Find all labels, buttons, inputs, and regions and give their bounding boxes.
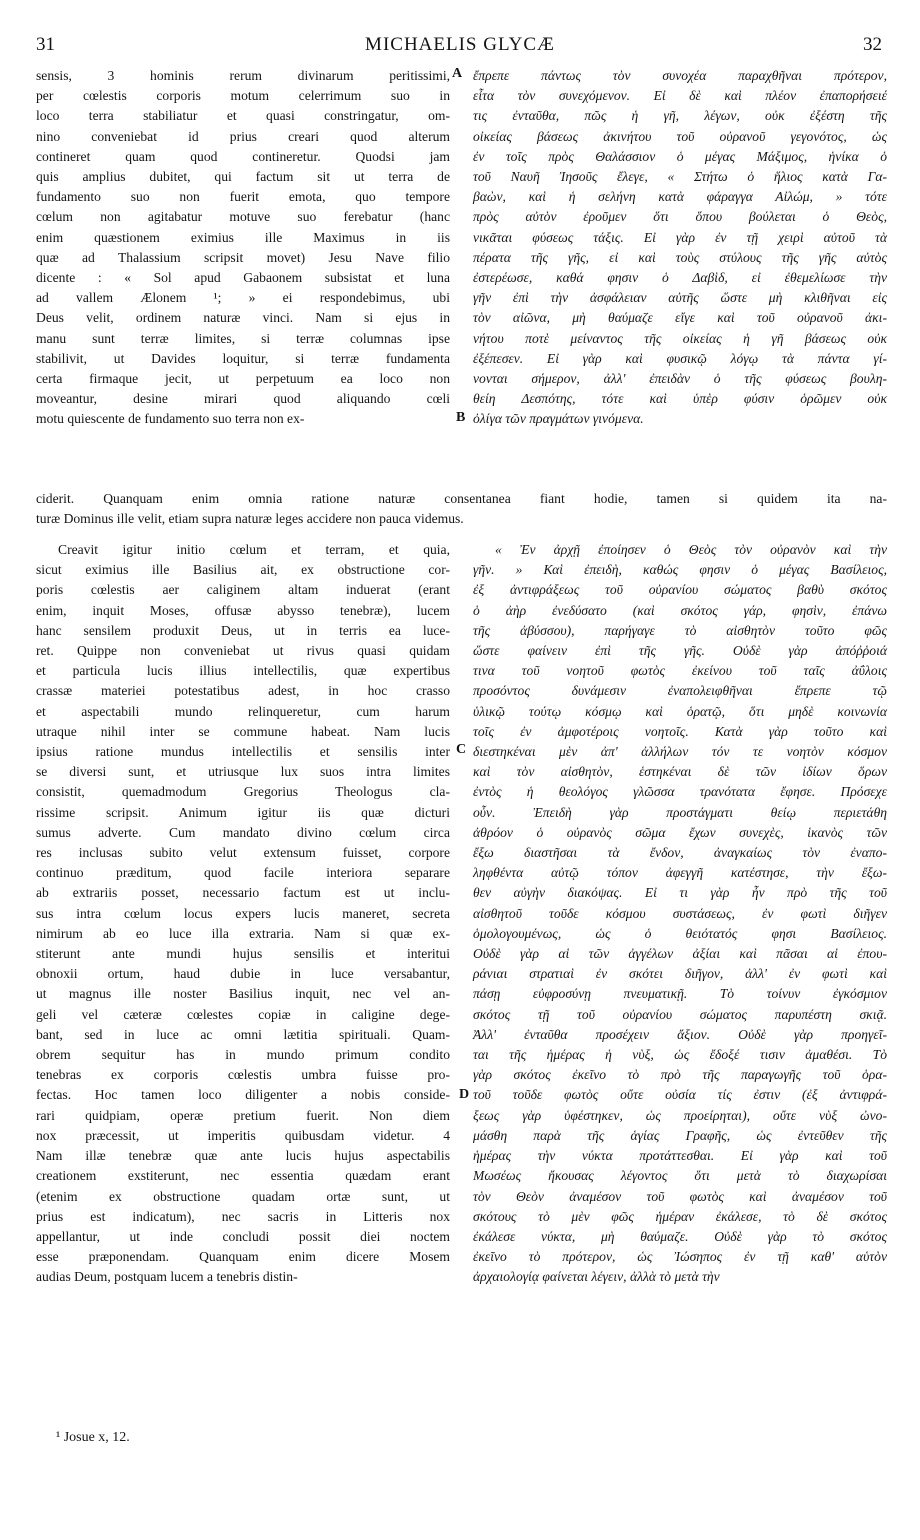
text-line: οἰκείας βάσεως ἀκινήτου τοῦ οὐρανοῦ γεγονότος, ὡς [473, 128, 887, 144]
text-line: fectas. Hoc tamen loco diligenter a nobis conside- [36, 1087, 450, 1103]
text-line: geli vel cæteræ cœlestes copiæ in caligine dege- [36, 1006, 450, 1022]
text-line: cœlum non agitabatur motuve suo ferebatur (hanc [36, 209, 450, 225]
text-line: rissime scripsit. Animum igitur iis quæ dicturi [36, 804, 450, 820]
text-line: nino conveniebat id prius creari quod alterum [36, 128, 450, 144]
text-line: nimirum ab eo luce illa extraria. Nam si quæ ex- [36, 925, 450, 941]
text-line: quis amplius dubitet, qui factum sit ut terra de [36, 169, 450, 185]
text-line: θεν αὐγὴν διακόψας. Εἰ τι γὰρ ἦν πρὸ τῆς τοῦ [473, 885, 887, 901]
text-line: quæ ad Thalassium scripsit movet) Jesu Nave filio [36, 249, 450, 265]
text-line: ὥστε φαίνειν ἐπὶ τῆς γῆς. Οὐδὲ γὰρ ἀπόῤῥοιά [473, 643, 887, 659]
margin-mark-c: C [456, 742, 467, 757]
text-line: « Ἐν ἀρχῇ ἐποίησεν ὁ Θεὸς τὸν οὐρανὸν καὶ τὴν [495, 542, 887, 557]
text-line: τὸν Θεὸν ἀναμέσον τοῦ φωτὸς καὶ ἀναμέσον τοῦ [473, 1188, 887, 1204]
text-line: προσόντος δυνάμεσιν ἐναπολειφθῆναι ἔπρεπε τῷ [473, 683, 887, 699]
margin-mark-b: B [456, 410, 466, 425]
text-line: ciderit. Quanquam enim omnia ratione naturæ consentanea fiant hodie, tamen si quidem ita na- [36, 491, 887, 506]
text-line: Ἀλλ' ἐνταῦθα προσέχειν ἄξιον. Οὐδὲ γὰρ προηγεῖ- [473, 1026, 887, 1042]
text-line: ἀρχαιολογίᾳ φαίνεται λέγειν, ἀλλὰ τὸ μετὰ τὴν [473, 1269, 720, 1285]
text-line: poris cœlestis aer caliginem altam induerat (erant [36, 582, 450, 598]
text-line: creationem exstiterunt, nec essentia quædam erant [36, 1168, 450, 1184]
text-line: bant, sed in luce ac omni lætitia spirituali. Quam- [36, 1026, 450, 1042]
text-line: sumus adverte. Cum mandato divino cœlum circa [36, 824, 450, 840]
greek-column-top [473, 66, 887, 430]
text-line: ἡμέρας τὴν νύκτα προτάττεσθαι. Εἰ γὰρ καὶ τοῦ [473, 1148, 887, 1164]
text-line: τοῦ Ναυῆ Ἰησοῦς ἔλεγε, « Στήτω ὁ ἥλιος κατὰ Γα- [473, 169, 887, 185]
text-line: ἐντὸς ἡ θεολόγος γλῶσσα τρανότατα ἔφησε. Πρόσεχε [473, 784, 887, 800]
footnote: ¹ Josue x, 12. [56, 1430, 130, 1445]
text-line: ἐστερέωσε, καθά φησιν ὁ Δαβὶδ, εἰ ἐθεμελίωσε τὴν [473, 270, 887, 286]
right-page-number: 32 [863, 34, 882, 55]
text-line: et particula lucis illius intellectilis, quæ expertibus [36, 663, 450, 679]
text-line: σκότος τῇ τοῦ οὐρανίου σώματος παρυπέστη σκιᾷ. [473, 1006, 887, 1022]
text-line: motu quiescente de fundamento suo terra non ex- [36, 411, 305, 427]
left-page-number: 31 [36, 34, 55, 55]
text-line: ἀθρόον ὁ οὐρανὸς σῶμα ἔχων συνεχὲς, ἱκανὸς τῶν [473, 824, 887, 840]
text-line: σκότους τὸ μὲν φῶς ἡμέραν ἐκάλεσε, τὸ δὲ σκότος [473, 1208, 887, 1224]
text-line: βαὼν, καὶ ἡ σελήνη κατὰ φάραγγα Αἰλώμ, » τότε [473, 189, 887, 205]
text-line: fundamento suo non fuerit emota, quo tempore [36, 189, 450, 205]
text-line: ξεως γὰρ ὑφέστηκεν, ὡς προείρηται), οὔτε νὺξ ὠνο- [473, 1107, 887, 1123]
text-line: τις ἐνταῦθα, πῶς ἡ γῆ, λέγων, οὐκ ἐξέστη τῆς [473, 108, 887, 124]
text-line: sus intra cœlum locus expers lucis maneret, secreta [36, 905, 450, 921]
text-line: stiterunt ante mundi hujus sensilis et interitui [36, 946, 450, 962]
text-line: sensis, 3 hominis rerum divinarum peritissimi, [36, 68, 450, 83]
text-line: ἔπρεπε πάντως τὸν συνοχέα παραχθῆναι πρότερον, [473, 68, 887, 83]
text-line: loco terra stabiliatur et quasi constringatur, om- [36, 108, 450, 124]
text-line: rari quidpiam, operæ pretium fuerit. Non diem [36, 1107, 450, 1123]
text-line: ἔξω διαστῆσαι τὰ ἔνδον, ἀναγκαίως τὸν ἐναπο- [473, 845, 887, 861]
text-line: utraque nihil inter se commune habeat. Nam lucis [36, 723, 450, 739]
text-line: ράνιαι στρατιαὶ ἐν σκότει διῆγον, ἀλλ' ἐν φωτὶ καὶ [473, 966, 887, 982]
text-line: esse præponendam. Quanquam enim dicere Mosem [36, 1249, 450, 1265]
text-line: sicut eximius ille Basilius ait, ex obstructione cor- [36, 562, 450, 578]
text-line: τοῖς ἐν ἀμφοτέροις νοητοῖς. Κατὰ γὰρ τοῦτο καὶ [473, 723, 887, 739]
text-line: hanc sensilem produxit Deus, ut in terris ea luce- [36, 622, 450, 638]
text-line: νονται σήμερον, ἀλλ' ἐπειδὰν ὁ τῆς φύσεως βουλη- [473, 371, 887, 387]
text-line: πάσῃ εὐφροσύνῃ πνευματικῇ. Τὸ τοίνυν ἐγκόσμιον [473, 986, 887, 1002]
latin-column-bottom [36, 540, 450, 1288]
text-line: Οὐδὲ γὰρ αἱ τῶν ἀγγέλων ἀξίαι καὶ πᾶσαι αἱ ἐπου- [473, 946, 887, 962]
text-line: enim, inquit Moses, offusæ abysso tenebræ), lucem [36, 602, 450, 618]
text-line: tenebras ex corporis cœlestis umbra fuisse pro- [36, 1067, 450, 1083]
text-line: τὸν αἰῶνα, μὴ θαύμαζε εἴγε καὶ τοῦ οὐρανοῦ ἀκι- [473, 310, 887, 326]
full-width-text [36, 489, 887, 529]
text-line: contineret quam quod contineretur. Quodsi jam [36, 148, 450, 164]
text-line: ret. Quippe non conveniebat ut rivus quasi quidam [36, 643, 450, 659]
text-line: (etenim ex obstructione quadam ortæ sunt, ut [36, 1188, 450, 1204]
text-line: dicente : « Sol apud Gabaonem subsistat et luna [36, 270, 450, 286]
text-line: audias Deum, postquam lucem a tenebris distin- [36, 1269, 298, 1285]
text-line: ἐκεῖνο τὸ πρότερον, ὡς Ἰώσηπος ἐν τῇ καθ' αὑτὸν [473, 1249, 887, 1265]
running-title: MICHAELIS GLYCÆ [365, 34, 555, 55]
text-line: πρὸς αὐτὸν ἐροῦμεν ὅτι ὅπου βούλεται ὁ Θεὸς, [473, 209, 887, 225]
text-line: τῆς ἀβύσσου), παρήγαγε τὸ αἰσθητὸν τοῦτο φῶς [473, 622, 887, 638]
text-line: appellantur, ut inde concludi possit diei noctem [36, 1228, 450, 1244]
text-line: ad vallem Ælonem ¹; » ei respondebimus, ubi [36, 290, 450, 306]
text-line: νήτου ποτὲ μείναντος τῆς οἰκείας ἡ γῆ βάσεως οὐκ [473, 330, 887, 346]
text-line: consistit, quemadmodum Gregorius Theologus cla- [36, 784, 450, 800]
text-line: Nam illæ tenebræ quæ ante lucis hujus aspectabilis [36, 1148, 450, 1164]
text-line: ἐκάλεσε νύκτα, μὴ θαύμαζε. Οὐδὲ γὰρ τὸ σκότος [473, 1228, 887, 1244]
text-line: Deus velit, ordinem naturæ vinci. Nam si ejus in [36, 310, 450, 326]
text-line: νικᾶται φύσεως τάξις. Εἰ γὰρ ἐν τῇ χειρὶ αὐτοῦ τὰ [473, 229, 887, 245]
latin-column-top [36, 66, 450, 430]
text-line: manu sunt terræ limites, si terræ columnas ipse [36, 330, 450, 346]
text-line: ὑλικῷ τούτῳ κόσμῳ καὶ ὁρατῷ, ὅτι μηδὲ κοινωνία [473, 703, 887, 719]
text-line: γῆν. » Καὶ ἐπειδὴ, καθώς φησιν ὁ μέγας Βασίλειος, [473, 562, 887, 578]
text-line: πέρατα τῆς γῆς, εἰ καὶ τοὺς στύλους τῆς γῆς αὐτὸς [473, 249, 887, 265]
text-line: μάσθη παρὰ τῆς ἁγίας Γραφῆς, ὡς ἐντεῦθεν τῆς [473, 1127, 887, 1143]
margin-mark-a: A [452, 66, 463, 81]
text-line: γῆν ἐπὶ τὴν ἀσφάλειαν αὐτῆς ὥστε μὴ κλιθῆναι εἰς [473, 290, 887, 306]
text-line: ἐν τοῖς πρὸς Θαλάσσιον ὁ μέγας Μάξιμος, ἡνίκα ὁ [473, 148, 887, 164]
text-line: οὖν. Ἐπειδὴ γὰρ προστάγματι θείῳ περιετάθη [473, 804, 887, 820]
text-line: εἶτα τὸν συνεχόμενον. Εἰ δὲ καὶ πλέον ἐπαπορήσειέ [473, 88, 887, 104]
greek-column-bottom [473, 540, 887, 1288]
text-line: moveantur, desine mirari quod aliquando cœli [36, 391, 450, 407]
text-line: ὀλίγα τῶν πραγμάτων γινόμενα. [473, 411, 644, 427]
text-line: τινα τοῦ νοητοῦ φωτὸς ἐκείνου τοῦ ταῖς ἀΰλοις [473, 663, 887, 679]
text-line: ληφθέντα αὐτῷ τόπον ἀφεγγῆ κατέστησε, τὴν ἔξω- [473, 865, 887, 881]
text-line: καὶ τὸν αἰσθητὸν, ἑστηκέναι δὲ τῶν ἰδίων ὅρων [473, 764, 887, 780]
text-line: per cœlestis corporis motum celerrimum suo in [36, 88, 450, 104]
text-line: obrem sequitur has in mundo primum condito [36, 1047, 450, 1063]
text-line: prius est indicatum), nec sacris in Litteris nox [36, 1208, 450, 1224]
text-line: nox præcessit, ut imperitis quibusdam videtur. 4 [36, 1127, 450, 1143]
text-line: se diversi sunt, et utriusque lux suos intra limites [36, 764, 450, 780]
text-line: θείη Δεσπότης, τότε καὶ ὑπὲρ φύσιν ὁρῶμεν οὐκ [473, 391, 887, 407]
text-line: ipsius ratione mundus intellectilis et sensilis inter [36, 744, 450, 760]
text-line: crassæ materiei potestatibus adest, in hoc crasso [36, 683, 450, 699]
text-line: obnoxii ortum, haud dubie in luce versabantur, [36, 966, 450, 982]
text-line: ὁ ἀὴρ ἐνεδύσατο (καὶ σκότος γάρ, φησὶν, ἐπάνω [473, 602, 887, 618]
text-line: turæ Dominus ille velit, etiam supra naturæ leges accidere non pauca videmus. [36, 511, 464, 527]
margin-mark-d: D [459, 1087, 470, 1102]
running-header [30, 34, 890, 60]
text-line: et aspectabili mundo relinqueretur, cum harum [36, 703, 450, 719]
text-line: ab extrariis posset, necessario factum est ut inclu- [36, 885, 450, 901]
text-line: ὁμολογουμένως, ὡς ὁ θειότατός φησι Βασίλειος. [473, 925, 887, 941]
text-line: γὰρ σκότος ἐκεῖνο τὸ πρὸ τῆς παραγωγῆς τοῦ ὁρα- [473, 1067, 887, 1083]
text-line: αἰσθητοῦ τοῦδε κόσμου συστάσεως, ἐν φωτὶ διῆγεν [473, 905, 887, 921]
text-line: διεστηκέναι μὲν ἀπ' ἀλλήλων τόν τε νοητὸν κόσμον [473, 744, 887, 760]
text-line: Creavit igitur initio cœlum et terram, et quia, [58, 542, 450, 557]
text-line: res inclusas subito velut extensum fuisset, corpore [36, 845, 450, 861]
text-line: Μωσέως ἤκουσας λέγοντος ὅτι μετὰ τὸ διαχωρίσαι [473, 1168, 887, 1184]
text-line: ἐξέπεσεν. Εἰ γὰρ καὶ φυσικῷ λόγῳ τὰ πάντα γί- [473, 350, 887, 366]
text-line: stabilivit, ut Davides loquitur, si terræ fundamenta [36, 350, 450, 366]
text-line: τοῦ τοῦδε φωτὸς οὔτε οὐσία τίς ἐστιν (ἐξ ἀντιφρά- [473, 1087, 887, 1103]
text-line: ται τῆς ἡμέρας ἡ νὺξ, ὡς ἔδοξέ τισιν ἀμαθέσι. Τὸ [473, 1047, 887, 1063]
text-line: continuo præditum, quod facile interiora separare [36, 865, 450, 881]
text-line: certa firmaque jecit, ut perpetuum ea loco non [36, 371, 450, 387]
text-line: enim quæstionem eximius ille Maximus in iis [36, 229, 450, 245]
text-line: ut magnus ille noster Basilius inquit, nec vel an- [36, 986, 450, 1002]
text-line: ἐξ ἀντιφράξεως τοῦ οὐρανίου σώματος βαθὺ σκότος [473, 582, 887, 598]
